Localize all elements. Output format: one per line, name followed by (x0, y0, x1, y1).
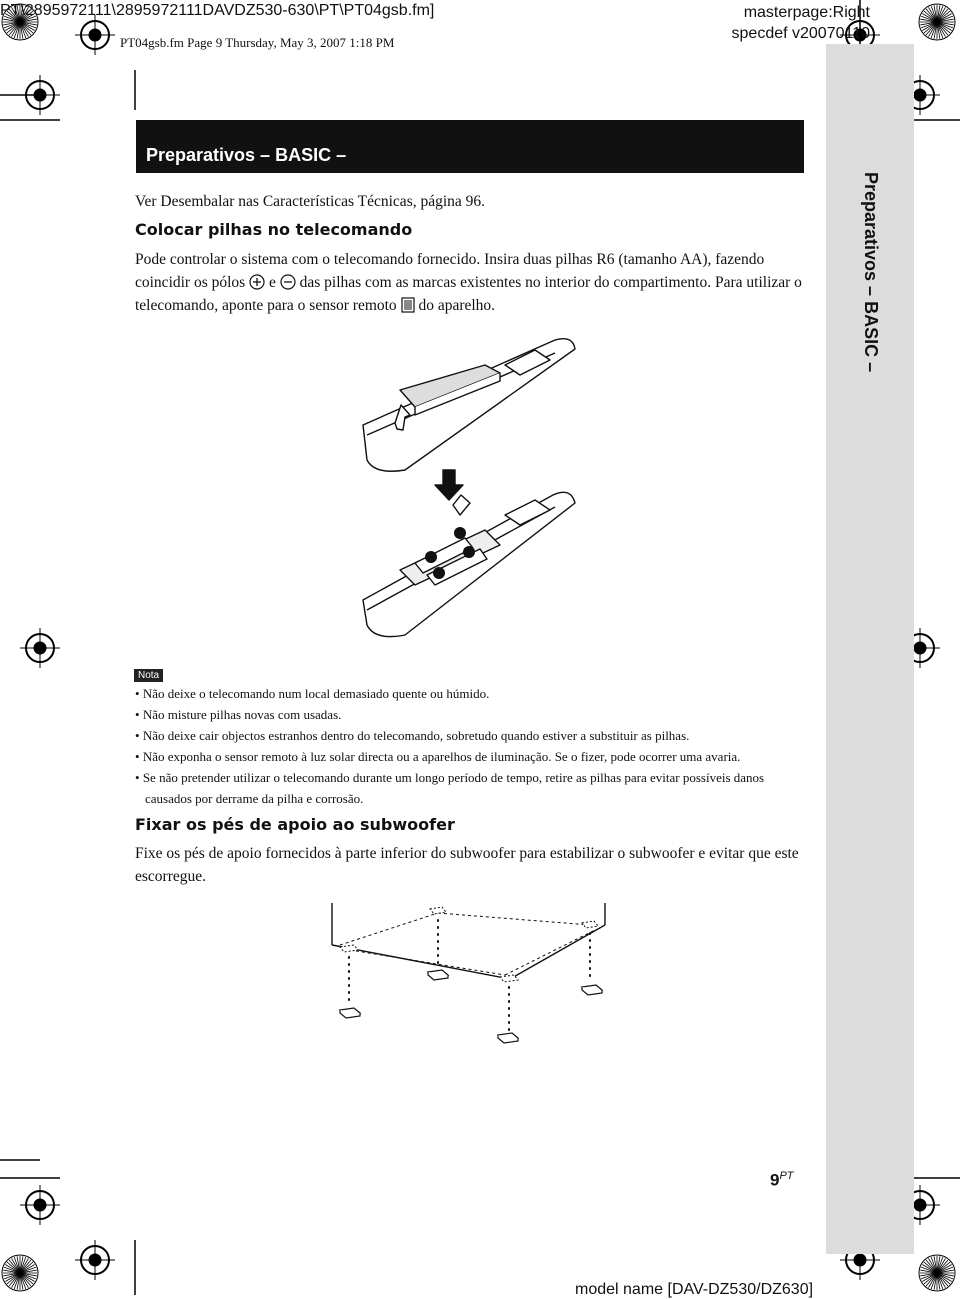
masterpage-label: masterpage:Right (743, 4, 870, 21)
subwoofer-feet-illustration (320, 895, 620, 1055)
masterpage-info (732, 2, 870, 44)
section-title: Preparativos – BASIC – (146, 145, 347, 165)
side-tab-label-wrap (826, 44, 914, 464)
note-item: • Não misture pilhas novas com usadas. (135, 707, 342, 722)
note-text: Não misture pilhas novas com usadas. (142, 707, 342, 722)
batteries-heading: Colocar pilhas no telecomando (135, 220, 413, 239)
batteries-text-1: Pode controlar o sistema com o telecomando fornecido. Insira duas pilhas R6 (tamanho AA), fazendo coincidir os pólos (135, 251, 765, 291)
note-text: Se não pretender utilizar o telecomando durante um longo período de tempo, retire as pilhas para evitar possíveis danos causados por derrame da pilha e corrosão. (142, 770, 765, 806)
note-item: • Não deixe cair objectos estranhos dentro do telecomando, sobretudo quando estiver a substituir as pilhas. (135, 728, 690, 743)
note-item: • Não deixe o telecomando num local demasiado quente ou húmido. (135, 686, 490, 701)
file-path: PT\2895972111\2895972111DAVDZ530-630\PT\PT04gsb.fm] (0, 2, 435, 19)
batteries-text-e: e (268, 274, 276, 291)
side-tab-label: Preparativos – BASIC – (861, 172, 881, 373)
feet-paragraph: Fixe os pés de apoio fornecidos à parte inferior do subwoofer para estabilizar o subwoofer e evitar que este escorregue. (135, 845, 799, 885)
batteries-text-2: das pilhas com as marcas existentes no interior do compartimento. Para utilizar o telecomando, aponte para o sensor remoto (135, 274, 802, 314)
plus-pole-icon (249, 274, 265, 290)
intro-text: Ver Desembalar nas Características Técnicas, página 96. (135, 193, 486, 210)
note-badge: Nota (134, 669, 163, 682)
remote-sensor-icon (401, 297, 415, 313)
note-item: • Não exponha o sensor remoto à luz solar directa ou a aparelhos de iluminação. Se o fizer, pode ocorrer uma avaria. (135, 749, 741, 764)
page-number (770, 1170, 794, 1191)
page-number-suffix: PT (779, 1170, 794, 1182)
batteries-paragraph (135, 248, 805, 317)
note-text: Não deixe o telecomando num local demasiado quente ou húmido. (142, 686, 490, 701)
note-text: Não deixe cair objectos estranhos dentro do telecomando, sobretudo quando estiver a substituir as pilhas. (142, 728, 690, 743)
feet-heading: Fixar os pés de apoio ao subwoofer (135, 815, 455, 834)
model-name: model name [DAV-DZ530/DZ630] (575, 1281, 814, 1298)
minus-pole-icon (280, 274, 296, 290)
remote-battery-illustration (355, 335, 585, 645)
specdef-label: specdef v20070110 (731, 25, 870, 42)
batteries-text-3: do aparelho. (418, 297, 496, 314)
page-info: PT04gsb.fm Page 9 Thursday, May 3, 2007 1:18 PM (120, 35, 395, 50)
note-item: • Se não pretender utilizar o telecomando durante um longo período de tempo, retire as pilhas para evitar possíveis danos causados por derrame da pilha e corrosão. (135, 770, 765, 806)
note-text: Não exponha o sensor remoto à luz solar directa ou a aparelhos de iluminação. Se o fizer, pode ocorrer uma avaria. (142, 749, 741, 764)
note-list (135, 683, 805, 809)
page-number-value: 9 (770, 1170, 780, 1190)
